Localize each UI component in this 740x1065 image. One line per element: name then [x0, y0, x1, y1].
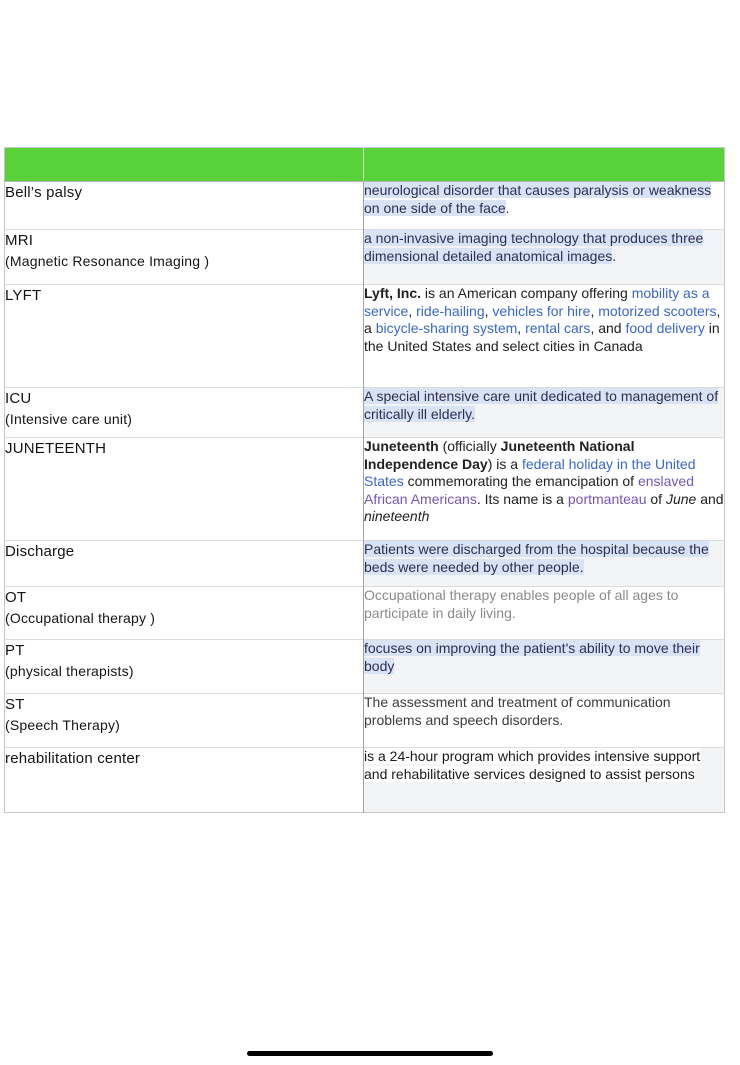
definition-segment: ) is a — [487, 455, 522, 472]
definition-segment: The assessment and treatment of communication problems and speech disorders. — [364, 694, 671, 728]
definition-segment: , — [517, 320, 526, 336]
term-cell — [5, 438, 364, 541]
definition-segment: Juneteenth National Independence Day — [364, 438, 635, 472]
definition-cell — [364, 748, 725, 813]
term-label: LYFT — [5, 287, 42, 304]
term-label: Discharge — [5, 543, 75, 560]
term-label: ICU — [5, 390, 32, 407]
term-label: rehabilitation center — [5, 750, 141, 767]
definition-cell — [364, 438, 725, 541]
definition-cell — [364, 388, 725, 438]
definition-segment: . — [612, 247, 617, 264]
term-sub-label: (Occupational therapy ) — [5, 610, 156, 626]
home-indicator-bar[interactable] — [247, 1051, 493, 1056]
header-cell-term — [5, 148, 364, 182]
term-label: MRI — [5, 232, 34, 249]
definition-segment: nineteenth — [364, 508, 430, 524]
table-row — [5, 587, 725, 640]
definition-cell — [364, 182, 725, 230]
definition-segment: and — [696, 490, 724, 507]
term-cell — [5, 541, 364, 587]
definition-segment: is an American company offering — [421, 285, 632, 301]
definition-cell — [364, 694, 725, 748]
definition-segment: , and — [590, 320, 626, 336]
definition-segment: (officially — [438, 438, 501, 454]
definition-link[interactable]: enslaved African Americans — [364, 473, 694, 507]
table-row — [5, 285, 725, 388]
table-header-row — [5, 148, 725, 182]
definition-segment: commemorating the emancipation of — [403, 473, 638, 489]
glossary-table-container — [4, 147, 725, 813]
definition-cell — [364, 230, 725, 285]
term-label: ST — [5, 696, 25, 713]
glossary-table — [4, 147, 725, 813]
term-cell — [5, 182, 364, 230]
table-row — [5, 640, 725, 694]
term-cell — [5, 640, 364, 694]
definition-segment: . — [505, 199, 510, 216]
definition-segment: neurological disorder that causes paralysis or weakness on one side of the face — [364, 182, 712, 216]
definition-segment: A special intensive care unit dedicated to management of critically ill elderly. — [364, 388, 719, 422]
definition-cell — [364, 541, 725, 587]
definition-link[interactable]: federal holiday in the United States — [364, 455, 696, 489]
definition-cell — [364, 587, 725, 640]
definition-segment: , a — [364, 302, 721, 336]
term-sub-label: (physical therapists) — [5, 663, 134, 679]
table-row — [5, 388, 725, 438]
term-sub-label: (Magnetic Resonance Imaging ) — [5, 253, 210, 269]
definition-segment: a non-invasive imaging technology that produces three dimensional detailed anatomical images — [364, 230, 704, 264]
table-row — [5, 438, 725, 541]
glossary-table-body — [5, 182, 725, 813]
definition-segment: focuses on improving the patient's ability to move their body — [364, 640, 700, 674]
term-cell — [5, 388, 364, 438]
definition-link[interactable]: ride-hailing — [416, 302, 485, 319]
definition-segment: Patients were discharged from the hospital because the beds were needed by other people. — [364, 541, 709, 575]
definition-link[interactable]: bicycle-sharing system — [375, 320, 518, 336]
term-cell — [5, 587, 364, 640]
table-row — [5, 230, 725, 285]
definition-segment: of — [646, 490, 666, 507]
definition-link[interactable]: motorized scooters — [598, 302, 717, 319]
table-row — [5, 541, 725, 587]
definition-cell — [364, 640, 725, 694]
term-cell — [5, 285, 364, 388]
term-label: JUNETEENTH — [5, 440, 107, 457]
definition-link[interactable]: vehicles for hire — [492, 302, 591, 319]
definition-segment: in the United States and select cities in Canada — [364, 320, 720, 354]
definition-segment: Lyft, Inc. — [364, 285, 422, 301]
term-label: OT — [5, 589, 27, 606]
definition-segment: June — [665, 490, 697, 507]
definition-segment: . Its name is a — [476, 490, 568, 507]
definition-segment: Occupational therapy enables people of all ages to participate in daily living. — [364, 587, 679, 621]
term-sub-label: (Intensive care unit) — [5, 411, 133, 427]
definition-segment: , — [408, 302, 417, 319]
term-label: PT — [5, 642, 25, 659]
term-cell — [5, 748, 364, 813]
definition-link[interactable]: food delivery — [625, 320, 705, 336]
definition-cell — [364, 285, 725, 388]
term-cell — [5, 230, 364, 285]
term-sub-label: (Speech Therapy) — [5, 717, 121, 733]
definition-link[interactable]: mobility as a service — [364, 285, 710, 319]
definition-link[interactable]: rental cars — [525, 320, 591, 336]
table-row — [5, 694, 725, 748]
term-label: Bell’s palsy — [5, 184, 83, 201]
definition-segment: is a 24-hour program which provides intensive support and rehabilitative services designed to assist persons — [364, 748, 701, 782]
definition-segment: , — [590, 302, 599, 319]
table-row — [5, 748, 725, 813]
table-row — [5, 182, 725, 230]
definition-segment: , — [484, 302, 493, 319]
definition-link[interactable]: portmanteau — [567, 490, 647, 507]
definition-segment: Juneteenth — [364, 438, 439, 454]
term-cell — [5, 694, 364, 748]
header-cell-definition — [364, 148, 725, 182]
